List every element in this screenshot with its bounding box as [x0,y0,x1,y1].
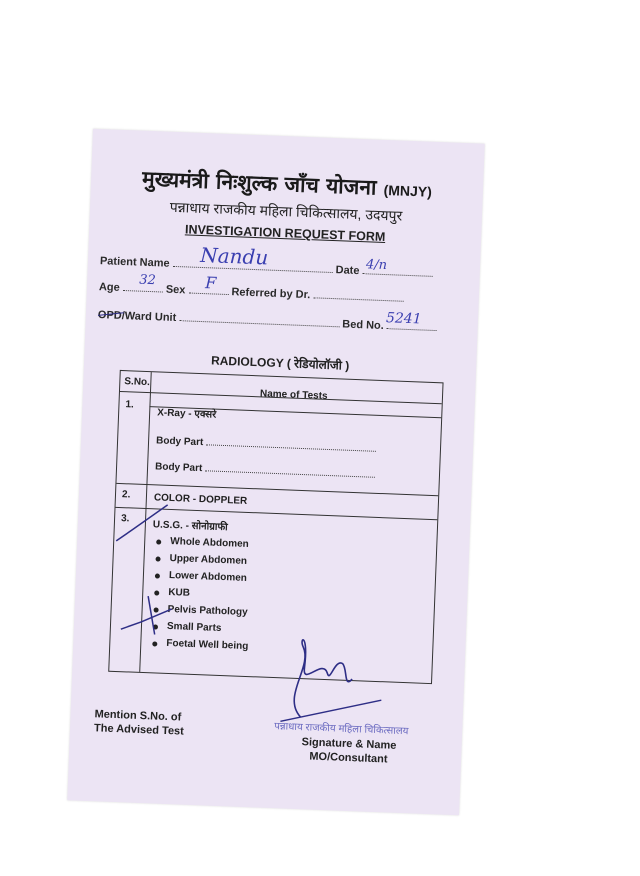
mention-note: Mention S.No. of The Advised Test [93,708,185,738]
scheme-title: मुख्यमंत्री निःशुल्क जाँच योजना [141,165,377,200]
tests-header: Name of Tests [259,388,328,402]
row-1-body-part-2: Body Part [155,458,375,480]
request-form-sheet [67,129,485,816]
row-3-sno: 3. [120,513,130,525]
row-1-sno: 1. [125,399,135,411]
radiology-section-title: RADIOLOGY ( रेडियोलॉजी ) [210,353,350,373]
bed-no-label: Bed No. [342,318,385,333]
row-2-test: COLOR - DOPPLER [153,492,248,507]
patient-name-value[interactable]: Nandu [199,242,269,270]
usg-item-lower-abdomen: Lower Abdomen [168,569,248,584]
hospital-name: पन्नाधाय राजकीय महिला चिकित्सालय, उदयपुर [169,198,403,224]
date-value[interactable]: 4/n [365,257,388,274]
hospital-stamp: पन्नाधाय राजकीय महिला चिकित्सालय [274,721,409,738]
bed-no-value[interactable]: 5241 [385,310,422,328]
usg-item-whole-abdomen: Whole Abdomen [170,535,249,551]
scheme-abbr: (MNJY) [383,181,433,200]
doctor-signature [270,626,394,731]
opd-ward-unit-label: OPD/Ward Unit [97,309,177,325]
row-1-test: X-Ray - एक्सरे [156,407,217,421]
row-1-body-part-1: Body Part [156,432,376,454]
age-label: Age [98,281,120,294]
sex-value[interactable]: F [204,273,217,293]
usg-item-upper-abdomen: Upper Abdomen [169,552,248,567]
sex-label: Sex [165,283,186,297]
sno-header: S.No. [124,376,151,389]
patient-name-label: Patient Name [99,255,170,270]
usg-item-foetal-well-being: Foetal Well being [166,637,249,653]
form-title: INVESTIGATION REQUEST FORM [184,222,386,245]
age-value[interactable]: 32 [138,272,157,289]
usg-item-pelvis-pathology: Pelvis Pathology [167,603,248,619]
usg-item-kub: KUB [168,586,191,599]
date-label: Date [335,264,360,278]
usg-item-small-parts: Small Parts [166,620,222,635]
referred-by-label: Referred by Dr. [231,286,311,302]
signature-block: Signature & Name MO/Consultant [301,736,397,766]
row-2-sno: 2. [121,489,131,501]
row-3-test: U.S.G. - सोनोग्राफी [152,519,228,534]
